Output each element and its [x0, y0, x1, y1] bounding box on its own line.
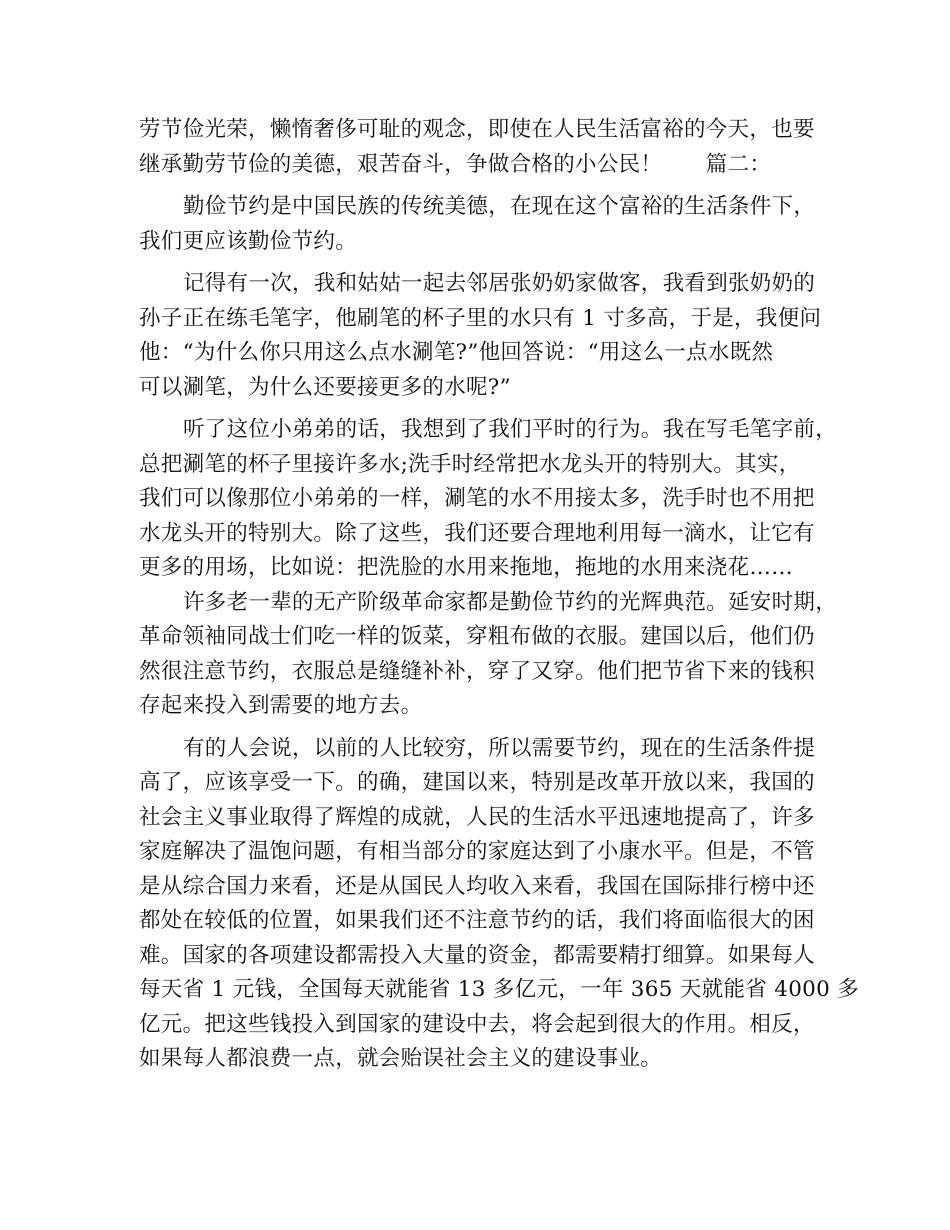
- paragraph-line: 总把涮笔的杯子里接许多水;洗手时经常把水龙头开的特别大。其实，: [139, 451, 801, 477]
- paragraph-line: 许多老一辈的无产阶级革命家都是勤俭节约的光辉典范。延安时期，: [183, 589, 838, 615]
- paragraph-line: 更多的用场，比如说：把洗脸的水用来拖地，拖地的水用来浇花……: [139, 555, 794, 580]
- paragraph-line: 我们可以像那位小弟弟的一样，涮笔的水不用接太多，洗手时也不用把: [139, 486, 815, 511]
- paragraph-6: [139, 732, 860, 1077]
- paragraph-line: 他：“为什么你只用这么点水涮笔?”他回答说：“用这么一点水既然: [139, 340, 774, 365]
- paragraph-line: 难。国家的各项建设都需投入大量的资金，都需要精打细算。如果每人: [139, 942, 815, 968]
- paragraph-line: 革命领袖同战士们吃一样的饭菜，穿粗布做的衣服。建国以后，他们仍: [139, 624, 815, 649]
- paragraph-line: 每天省 1 元钱，全国每天就能省 13 多亿元，一年 365 天就能省 4000 多: [139, 977, 860, 1002]
- paragraph-line: 劳节俭光荣，懒惰奢侈可耻的观念，即使在人民生活富裕的今天，也要: [139, 117, 815, 142]
- paragraph-4: [139, 413, 838, 586]
- paragraph-line: 勤俭节约是中国民族的传统美德，在现在这个富裕的生活条件下，: [183, 194, 816, 219]
- paragraph-1: [139, 113, 829, 182]
- paragraph-line: 水龙头开的特别大。除了这些，我们还要合理地利用每一滴水，让它有: [139, 520, 815, 546]
- paragraph-line: 是从综合国力来看，还是从国民人均收入来看，我国在国际排行榜中还: [139, 873, 815, 899]
- paragraph-line: 社会主义事业取得了辉煌的成就，人民的生活水平迅速地提高了，许多: [139, 804, 815, 830]
- paragraph-line: 亿元。把这些钱投入到国家的建设中去，将会起到很大的作用。相反，: [139, 1011, 815, 1037]
- paragraph-line: 孙子正在练毛笔字，他刷笔的杯子里的水只有 1 寸多高，于是，我便问: [139, 305, 822, 331]
- paragraph-line: 如果每人都浪费一点，就会贻误社会主义的建设事业。: [139, 1046, 663, 1071]
- paragraph-line: 可以涮笔，为什么还要接更多的水呢?”: [139, 374, 511, 400]
- paragraph-line: 有的人会说，以前的人比较穷，所以需要节约，现在的生活条件提: [183, 735, 816, 761]
- paragraph-line: 我们更应该勤俭节约。: [139, 228, 358, 254]
- paragraph-line: 记得有一次，我和姑姑一起去邻居张奶奶家做客，我看到张奶奶的: [183, 271, 816, 296]
- paragraph-line: 继承勤劳节俭的美德，艰苦奋斗，争做合格的小公民！ 篇二：: [139, 151, 772, 177]
- paragraph-2: [139, 190, 829, 259]
- paragraph-line: 都处在较低的位置，如果我们还不注意节约的话，我们将面临很大的困: [139, 908, 815, 933]
- paragraph-line: 然很注意节约，衣服总是缝缝补补，穿了又穿。他们把节省下来的钱积: [139, 658, 815, 684]
- paragraph-line: 高了，应该享受一下。的确，建国以来，特别是改革开放以来，我国的: [139, 770, 815, 795]
- paragraph-line: 存起来投入到需要的地方去。: [139, 693, 423, 718]
- paragraph-5: [139, 586, 838, 724]
- paragraph-3: [139, 267, 829, 405]
- paragraph-line: 家庭解决了温饱问题，有相当部分的家庭达到了小康水平。但是，不管: [139, 839, 815, 864]
- paragraph-line: 听了这位小弟弟的话，我想到了我们平时的行为。我在写毛笔字前，: [183, 417, 838, 442]
- document-body: [139, 113, 860, 1077]
